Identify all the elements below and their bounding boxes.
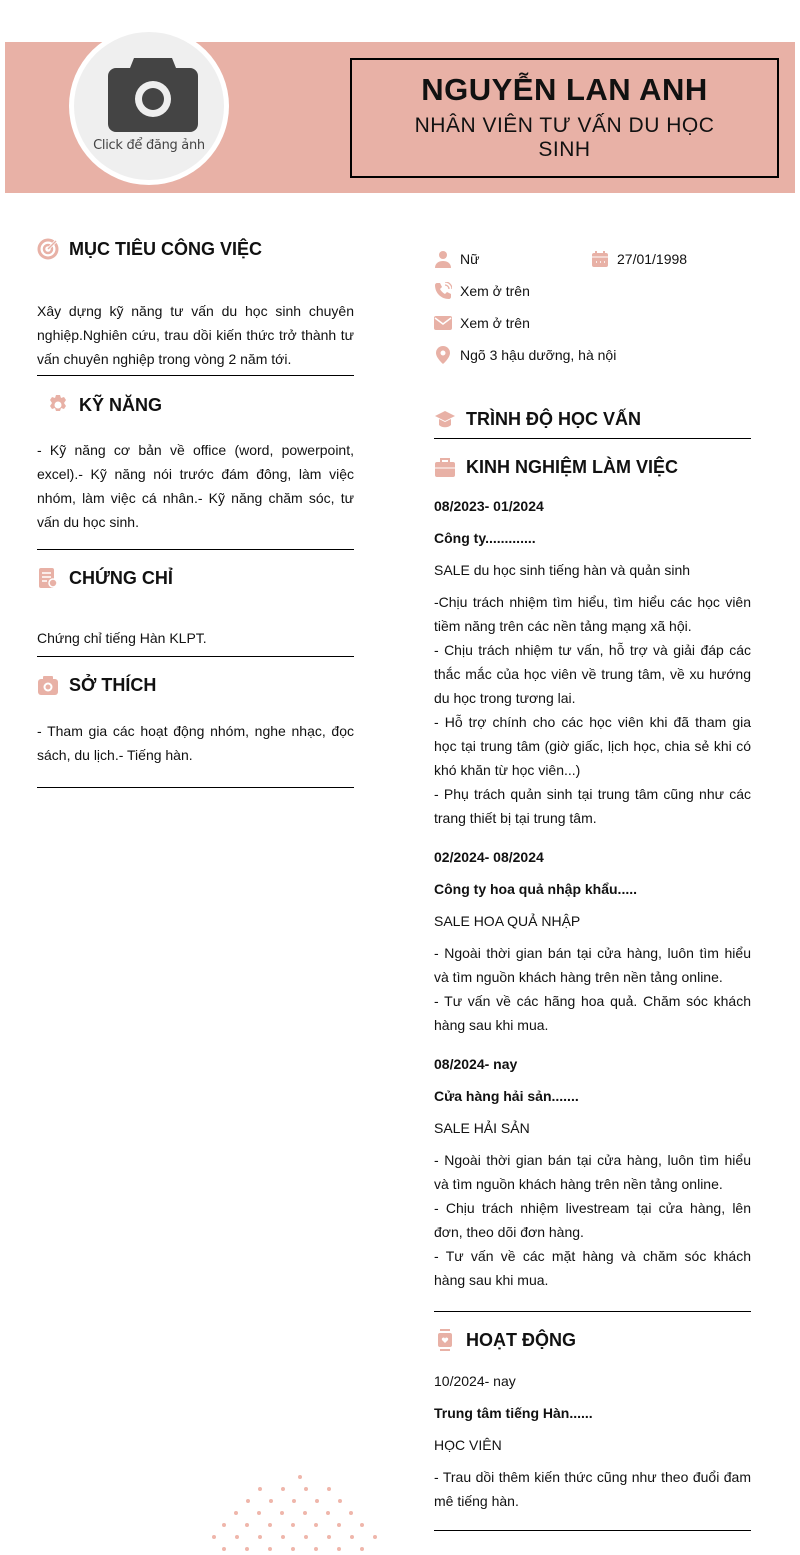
duty: - Tư vấn về các mặt hàng và chăm sóc khách hàng sau khi mua. [434,1248,751,1288]
section-title: CHỨNG CHỈ [69,568,173,588]
duty: - Tư vấn về các hãng hoa quả. Chăm sóc khách hàng sau khi mua. [434,993,751,1033]
job-title: NHÂN VIÊN TƯ VẤN DU HỌC SINH [414,114,715,161]
decor-dot [245,1523,249,1527]
decor-dot [268,1547,272,1551]
decor-dot [304,1535,308,1539]
position: SALE du học sinh tiếng hàn và quản sinh [434,562,691,578]
duty: - Ngoài thời gian bán tại cửa hàng, luôn tìm hiểu và tìm nguồn khách hàng trên nền tảng online. [434,945,751,985]
certificates-text: Chứng chỉ tiếng Hàn KLPT. [37,630,207,646]
calendar-icon [591,250,609,268]
camera-hobby-icon [37,674,59,696]
target-icon [37,238,59,260]
experience-item [434,845,751,1037]
hobbies-text: - Tham gia các hoạt động nhóm, nghe nhạc, đọc sách, du lịch.- Tiếng hàn. [37,723,354,763]
decor-dot [338,1499,342,1503]
birthday: 27/01/1998 [617,251,688,267]
decor-dot [360,1547,364,1551]
avatar-label: Click để đăng ảnh [93,138,205,153]
activity-period: 10/2024- nay [434,1373,516,1389]
decor-dot [291,1523,295,1527]
position: SALE HẢI SẢN [434,1120,530,1136]
section-title: SỞ THÍCH [69,675,157,695]
decor-dot [327,1487,331,1491]
divider [37,787,354,788]
decor-dot [326,1511,330,1515]
section-title: MỤC TIÊU CÔNG VIỆC [69,239,263,259]
certificate-icon [37,567,59,589]
experience-item [434,1052,751,1292]
activity-role: HỌC VIÊN [434,1437,502,1453]
objective-text: Xây dựng kỹ năng tư vấn du học sinh chuyên nghiệp.Nghiên cứu, trau dồi kiến thức trở thành tư vấn chuyên nghiệp trong vòng 2 năm tới. [37,303,354,367]
section-title: TRÌNH ĐỘ HỌC VẤN [466,409,641,429]
address-row [434,346,616,364]
decor-dot [234,1511,238,1515]
duty: - Hỗ trợ chính cho các học viên khi đã tham gia học tại trung tâm (giờ giấc, lịch học, chia sẻ khi có khó khăn từ học viên...) [434,714,751,778]
decor-dot [360,1523,364,1527]
period: 02/2024- 08/2024 [434,849,544,865]
watch-icon [434,1329,456,1351]
decor-dot [235,1535,239,1539]
decor-dot [373,1535,377,1539]
address: Ngõ 3 hậu dưỡng, hà nội [460,347,617,363]
experience-section [434,453,751,1292]
location-pin-icon [434,346,452,364]
section-title: KINH NGHIỆM LÀM VIỆC [466,457,679,477]
avatar-upload[interactable] [69,27,229,185]
experience-item [434,494,751,830]
decor-dot [246,1499,250,1503]
decor-dot [315,1499,319,1503]
position: SALE HOA QUẢ NHẬP [434,913,581,929]
divider [37,656,354,657]
birthday-row [591,250,687,268]
decor-dot [212,1535,216,1539]
gear-icon [47,394,69,416]
decor-dot [258,1535,262,1539]
full-name: NGUYỄN LAN ANH [421,72,708,107]
activity-org: Trung tâm tiếng Hàn...... [434,1405,593,1421]
gender: Nữ [460,251,480,267]
briefcase-icon [434,456,456,478]
divider [434,1530,751,1531]
decor-dot [281,1535,285,1539]
phone-row [434,282,530,300]
decor-dot [281,1487,285,1491]
decor-dot [222,1523,226,1527]
decor-dot [222,1547,226,1551]
decor-dot [280,1511,284,1515]
hobbies-section [37,671,354,767]
period: 08/2024- nay [434,1056,518,1072]
divider [37,375,354,376]
divider [434,1311,751,1312]
decor-dot [245,1547,249,1551]
divider [434,438,751,439]
activities-section [434,1326,751,1513]
company: Công ty hoa quả nhập khẩu..... [434,881,638,897]
decor-dot [269,1499,273,1503]
phone-icon [434,282,452,300]
decor-dot [327,1535,331,1539]
email: Xem ở trên [460,315,530,331]
decor-dot [314,1523,318,1527]
certificates-section [37,564,354,650]
decor-dot [337,1523,341,1527]
decor-dot [257,1511,261,1515]
gender-row [434,250,479,268]
camera-icon [108,54,198,132]
company: Công ty............. [434,530,536,546]
person-icon [434,250,452,268]
section-title: HOẠT ĐỘNG [466,1330,576,1350]
name-box [350,58,779,178]
decor-dot [314,1547,318,1551]
skills-text: - Kỹ năng cơ bản về office (word, powerpoint, excel).- Kỹ năng nói trước đám đông, làm việc nhóm, làm việc cá nhân.- Kỹ năng chăm sóc, tư vấn du học sinh. [37,442,354,530]
email-row [434,314,530,332]
activity-text: - Trau dồi thêm kiến thức cũng như theo đuổi đam mê tiếng hàn. [434,1469,751,1509]
period: 08/2023- 01/2024 [434,498,544,514]
decor-dot [292,1499,296,1503]
duty: - Phụ trách quản sinh tại trung tâm cũng như các trang thiết bị tại trung tâm. [434,786,751,826]
company: Cửa hàng hải sản....... [434,1088,579,1104]
decor-dot [291,1547,295,1551]
decor-dot [337,1547,341,1551]
decor-dot [303,1511,307,1515]
decor-dot [268,1523,272,1527]
mail-icon [434,314,452,332]
decor-dot [350,1535,354,1539]
decor-dot [349,1511,353,1515]
objective-section [37,235,354,371]
phone: Xem ở trên [460,283,530,299]
decor-dot [304,1487,308,1491]
decor-dot [298,1475,302,1479]
duty: - Chịu trách nhiệm tư vấn, hỗ trợ và giải đáp các thắc mắc của học viên về trung tâm, về xu hướng du học trong tương lai. [434,642,751,706]
duty: -Chịu trách nhiệm tìm hiểu, tìm hiểu các học viên tiềm năng trên các nền tảng mạng xã hội. [434,594,751,634]
duty: - Ngoài thời gian bán tại cửa hàng, luôn tìm hiểu và tìm nguồn khách hàng trên nền tảng online. [434,1152,751,1192]
education-section [434,405,751,433]
decor-dot [258,1487,262,1491]
skills-section [37,391,354,534]
graduation-cap-icon [434,408,456,430]
duty: - Chịu trách nhiệm livestream tại cửa hàng, lên đơn, theo dõi đơn hàng. [434,1200,751,1240]
section-title: KỸ NĂNG [79,395,163,415]
divider [37,549,354,550]
